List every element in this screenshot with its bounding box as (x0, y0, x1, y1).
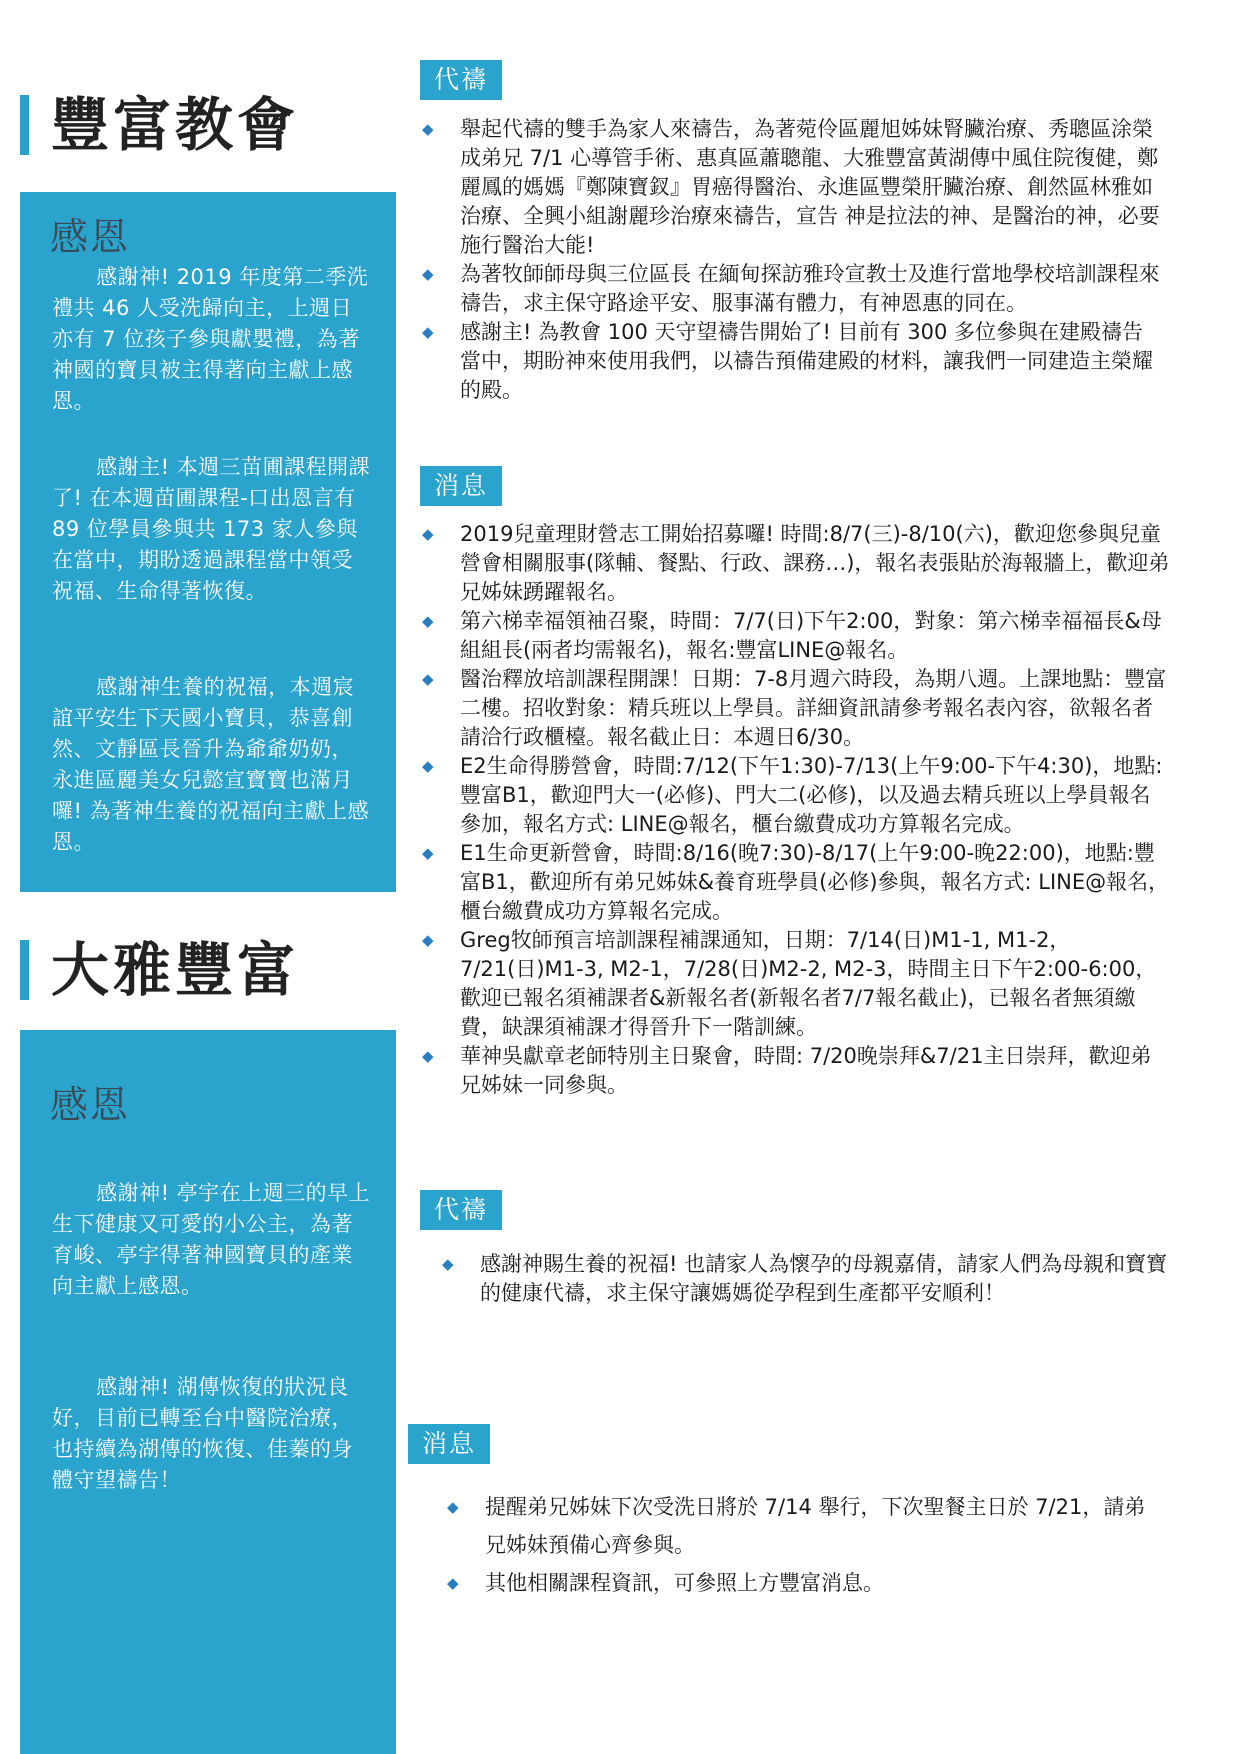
list-item: ◆ 感謝神賜生養的祝福! 也請家人為懷孕的母親嘉倩，請家人們為母親和寶寶的健康代禱，求主保守讓媽媽從孕程到生產都平安順利！ (442, 1252, 1168, 1305)
prayer-list-daya (440, 1250, 1170, 1308)
prayer-tag-daya: 代禱 (420, 1190, 502, 1230)
thanks-box-daya (20, 1030, 396, 1754)
thanks-box-fengfu (20, 192, 396, 892)
thanks-paragraph-daya-1: 感謝神! 亭宇在上週三的早上生下健康又可愛的小公主，為著育峻、亭宇得著神國寶貝的產業向主獻上感恩。 (52, 1181, 371, 1298)
thanks-paragraph-daya-2: 感謝神! 湖傳恢復的狀況良好，目前已轉至台中醫院治療，也持續為湖傳的恢復、佳蓁的身體守望禱告！ (52, 1375, 353, 1492)
thanks-title-daya: 感恩 (50, 1083, 131, 1127)
news-tag-daya: 消息 (408, 1424, 490, 1464)
diamond-bullet-icon: ◆ (422, 612, 434, 630)
list-item: ◆ 提醒弟兄姊妹下次受洗日將於 7/14 舉行，下次聖餐主日於 7/21，請弟兄姊妹預備心齊參與。 (445, 1488, 1165, 1564)
list-item: ◆ 醫治釋放培訓課程開課！日期：7-8月週六時段，為期八週。上課地點：豐富二樓。招收對象：精兵班以上學員。詳細資訊請參考報名表內容，欲報名者請洽行政櫃檯。報名截止日：本週日6/30。 (422, 667, 1167, 749)
diamond-bullet-icon: ◆ (422, 120, 434, 138)
prayer-list-fengfu (420, 115, 1160, 405)
diamond-bullet-icon: ◆ (442, 1255, 454, 1273)
diamond-bullet-icon: ◆ (422, 670, 434, 688)
news-list-fengfu (420, 520, 1170, 1100)
thanks-title-fengfu: 感恩 (50, 215, 131, 259)
diamond-bullet-icon: ◆ (422, 525, 434, 543)
list-item: ◆ 其他相關課程資訊，可參照上方豐富消息。 (445, 1564, 1165, 1602)
news-tag-fengfu: 消息 (420, 466, 502, 506)
list-item: ◆ 感謝主! 為教會 100 天守望禱告開始了! 目前有 300 多位參與在建殿禱告當中，期盼神來使用我們，以禱告預備建殿的材料，讓我們一同建造主榮耀的殿。 (422, 320, 1153, 402)
diamond-bullet-icon: ◆ (447, 1574, 459, 1592)
church-heading-fengfu: 豐富教會 (20, 95, 299, 155)
diamond-bullet-icon: ◆ (422, 931, 434, 949)
list-item: ◆ 為著牧師師母與三位區長 在緬甸探訪雅玲宣教士及進行當地學校培訓課程來禱告，求主保守路途平安、服事滿有體力，有神恩惠的同在。 (422, 262, 1160, 315)
diamond-bullet-icon: ◆ (422, 844, 434, 862)
thanks-paragraph-fengfu-3: 感謝神生養的祝福，本週宸誼平安生下天國小寶貝，恭喜創然、文靜區長晉升為爺爺奶奶，永進區麗美女兒懿宣寶寶也滿月囉! 為著神生養的祝福向主獻上感恩。 (52, 675, 370, 854)
list-item: ◆ 第六梯幸福領袖召聚，時間：7/7(日)下午2:00，對象：第六梯幸福福長&母組組長(兩者均需報名)，報名:豐富LINE@報名。 (422, 609, 1162, 662)
diamond-bullet-icon: ◆ (447, 1498, 459, 1516)
diamond-bullet-icon: ◆ (422, 323, 434, 341)
list-item: ◆ Greg牧師預言培訓課程補課通知，日期：7/14(日)M1-1, M1-2，7/21(日)M1-3, M2-1，7/28(日)M2-2, M2-3，時間主日下午2:00-6:00，歡迎已報名須補課者&新報名者(新報名者7/7報名截止)，已報名者無須繳費，缺課須補課才得晉升下一階訓練。 (422, 928, 1157, 1039)
diamond-bullet-icon: ◆ (422, 1047, 434, 1065)
prayer-tag-fengfu: 代禱 (420, 60, 502, 100)
list-item: ◆ 舉起代禱的雙手為家人來禱告，為著菀伶區麗旭姊妹腎臟治療、秀聰區涂榮成弟兄 7/1 心導管手術、惠真區蕭聰龍、大雅豐富黃湖傳中風住院復健，鄭麗鳳的媽媽『鄭陳寶釵』胃癌得醫治、永進區豐榮肝臟治療、創然區林雅如治療、全興小組謝麗珍治療來禱告，宣告 神是拉法的神、是醫治的神，必要施行醫治大能! (422, 117, 1160, 257)
list-item: ◆ E1生命更新營會，時間:8/16(晚7:30)-8/17(上午9:00-晚22:00)，地點:豐富B1，歡迎所有弟兄姊妹&養育班學員(必修)參與，報名方式: LINE@報名，櫃台繳費成功方算報名完成。 (422, 841, 1170, 923)
list-item: ◆ 2019兒童理財營志工開始招募囉! 時間:8/7(三)-8/10(六)，歡迎您參與兒童營會相關服事(隊輔、餐點、行政、課務…)，報名表張貼於海報牆上，歡迎弟兄姊妹踴躍報名。 (422, 522, 1170, 604)
thanks-paragraph-fengfu-1: 感謝神! 2019 年度第二季洗禮共 46 人受洗歸向主，上週日亦有 7 位孩子參與獻嬰禮，為著神國的寶貝被主得著向主獻上感恩。 (52, 265, 369, 413)
list-item: ◆ E2生命得勝營會，時間:7/12(下午1:30)-7/13(上午9:00-下午4:30)，地點:豐富B1，歡迎門大一(必修)、門大二(必修)，以及過去精兵班以上學員報名參加，報名方式: LINE@報名，櫃台繳費成功方算報名完成。 (422, 754, 1163, 836)
news-list-daya (445, 1488, 1165, 1602)
church-heading-daya: 大雅豐富 (20, 940, 299, 1000)
list-item: ◆ 華神吳獻章老師特別主日聚會，時間: 7/20晚崇拜&7/21主日崇拜，歡迎弟兄姊妹一同參與。 (422, 1044, 1152, 1097)
diamond-bullet-icon: ◆ (422, 265, 434, 283)
thanks-paragraph-fengfu-2: 感謝主! 本週三苗圃課程開課了! 在本週苗圃課程-口出恩言有 89 位學員參與共 173 家人參與在當中，期盼透過課程當中領受祝福、生命得著恢復。 (52, 455, 371, 603)
diamond-bullet-icon: ◆ (422, 757, 434, 775)
